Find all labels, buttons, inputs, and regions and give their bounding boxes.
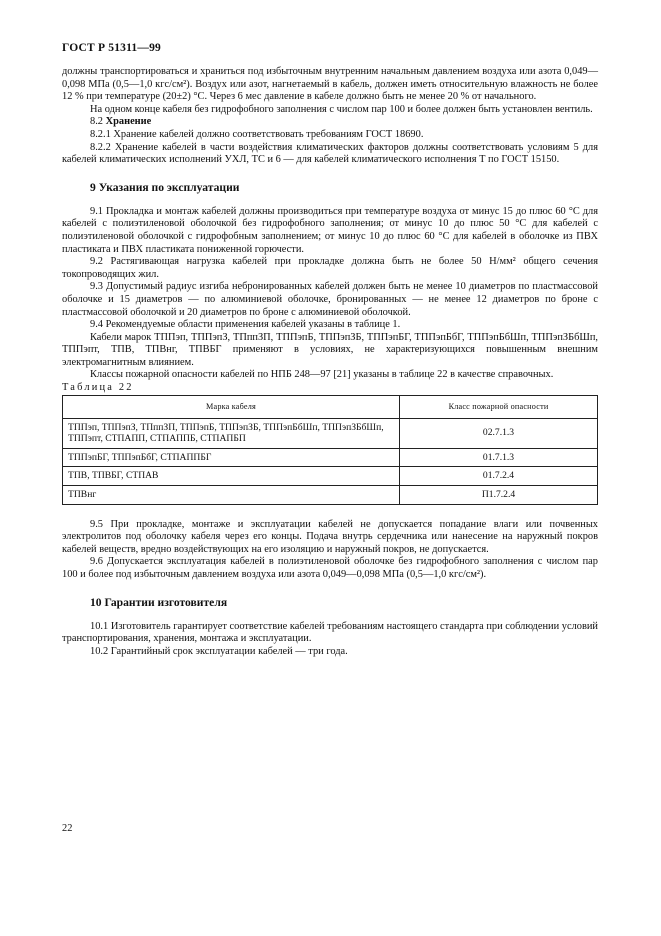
storage-title: Хранение xyxy=(105,116,152,128)
column-header-fire-class: Класс пожарной опасности xyxy=(400,395,598,418)
table-row xyxy=(63,486,598,505)
paragraph-fire-classes: Классы пожарной опасности кабелей по НПБ 248—97 [21] указаны в таблице 22 в качестве справочных. xyxy=(90,369,554,381)
paragraph-9-5: 9.5 При прокладке, монтаже и эксплуатации кабелей не допускается попадание влаги или почвенных электролитов под оболочку кабеля через его концы. Подача внутрь сердечника или нанесение на наружный покров кабелей веществ, вредно воздействующих на его изоляцию и наружный покров, не допускается. xyxy=(62,518,598,555)
storage-number: 8.2 xyxy=(90,116,103,128)
table-cell-class: П1.7.2.4 xyxy=(400,486,598,505)
table-row xyxy=(63,418,598,448)
table-cell-brand: ТППэп, ТППэпЗ, ТПппЗП, ТППэпБ, ТППэпЗБ, ТППэпБбШп, ТППэпЗБбШп, ТППэпт, СТПАПП, СТПАППБ, СТПАПБП xyxy=(63,418,400,448)
table-cell-brand: ТППэпБГ, ТППэпБбГ, СТПАППБГ xyxy=(63,448,400,467)
column-header-cable-brand: Марка кабеля xyxy=(63,395,400,418)
paragraph-9-4: 9.4 Рекомендуемые области применения кабелей указаны в таблице 1. xyxy=(90,319,401,331)
paragraph-9-6: 9.6 Допускается эксплуатация кабелей в полиэтиленовой оболочке без гидрофобного заполнения с числом пар 100 и более под избыточным давлением воздуха или азота 0,049—0,098 МПа (0,5—1,0 кгс/см²). xyxy=(62,556,598,580)
page-number: 22 xyxy=(62,823,73,834)
table-22 xyxy=(62,395,598,505)
table-cell-class: 02.7.1.3 xyxy=(400,418,598,448)
table-header-row xyxy=(63,395,598,418)
table-cell-brand: ТПВ, ТПВБГ, СТПАВ xyxy=(63,467,400,486)
document-body xyxy=(62,66,598,658)
paragraph-9-1: 9.1 Прокладка и монтаж кабелей должны производиться при температуре воздуха от минус 15 до плюс 60 °С для кабелей с полиэтиленовой оболочкой без гидрофобного заполнения; от минус 10 до плюс 50 °С для кабелей с полиэтиленовой оболочкой с гидрофобным заполнением; от минус 10 до плюс 60 °С для кабелей в оболочке из ПВХ пластиката и ПВХ пластиката пониженной горючести. xyxy=(62,205,598,255)
paragraph-9-3: 9.3 Допустимый радиус изгиба небронированных кабелей должен быть не менее 10 диаметров по пластмассовой оболочке и 15 диаметров — по алюминиевой оболочке, бронированных — не менее 12 диаметров по броне с пластмассовой оболочкой и 20 диаметров по броне с алюминиевой оболочкой. xyxy=(62,281,598,318)
storage-heading xyxy=(62,116,598,129)
table-row xyxy=(63,448,598,467)
section-9-title: 9 Указания по эксплуатации xyxy=(90,180,240,194)
table-cell-brand: ТПВнг xyxy=(63,486,400,505)
table-row xyxy=(63,467,598,486)
paragraph-8-2-1: 8.2.1 Хранение кабелей должно соответствовать требованиям ГОСТ 18690. xyxy=(90,128,424,140)
paragraph-8-2-2: 8.2.2 Хранение кабелей в части воздействия климатических факторов должны соответствовать условиям 5 для кабелей климатических исполнений УХЛ, ТС и 6 — для кабелей климатического исполнения Т по ГОСТ 15150. xyxy=(62,141,598,166)
document-code-header: ГОСТ Р 51311—99 xyxy=(62,42,161,54)
paragraph-10-2: 10.2 Гарантийный срок эксплуатации кабелей — три года. xyxy=(90,645,348,657)
paragraph-valve: На одном конце кабеля без гидрофобного заполнения с числом пар 100 и более должен быть установлен вентиль. xyxy=(90,103,593,115)
paragraph-continued: должны транспортироваться и храниться под избыточным внутренним начальным давлением воздуха или азота 0,049—0,098 МПа (0,5—1,0 кгс/см²). Воздух или азот, нагнетаемый в кабель, должен иметь относительную влажность не более 12 % при температуре (20±2) °С. Через 6 мес давление в кабеле должно быть не менее 20 % от начального. xyxy=(62,66,598,103)
table-cell-class: 01.7.2.4 xyxy=(400,467,598,486)
paragraph-9-2: 9.2 Растягивающая нагрузка кабелей при прокладке должна быть не более 50 Н/мм² общего сечения токопроводящих жил. xyxy=(62,256,598,280)
paragraph-cable-brands: Кабели марок ТППэп, ТППэпЗ, ТПппЗП, ТППэпБ, ТППэпЗБ, ТППэпБГ, ТППэпБбГ, ТППэпБбШп, ТППэпЗБбШп, ТППэпт, ТПВ, ТПВнг, ТПВБГ применяют в условиях, не характеризующихся повышенным внешним электромагнитным влиянием. xyxy=(62,331,598,368)
table-22-caption: Таблица 22 xyxy=(62,382,134,394)
section-10-title: 10 Гарантии изготовителя xyxy=(90,595,228,609)
paragraph-10-1: 10.1 Изготовитель гарантирует соответствие кабелей требованиям настоящего стандарта при соблюдении условий транспортирования, хранения, монтажа и эксплуатации. xyxy=(62,620,598,645)
table-cell-class: 01.7.1.3 xyxy=(400,448,598,467)
